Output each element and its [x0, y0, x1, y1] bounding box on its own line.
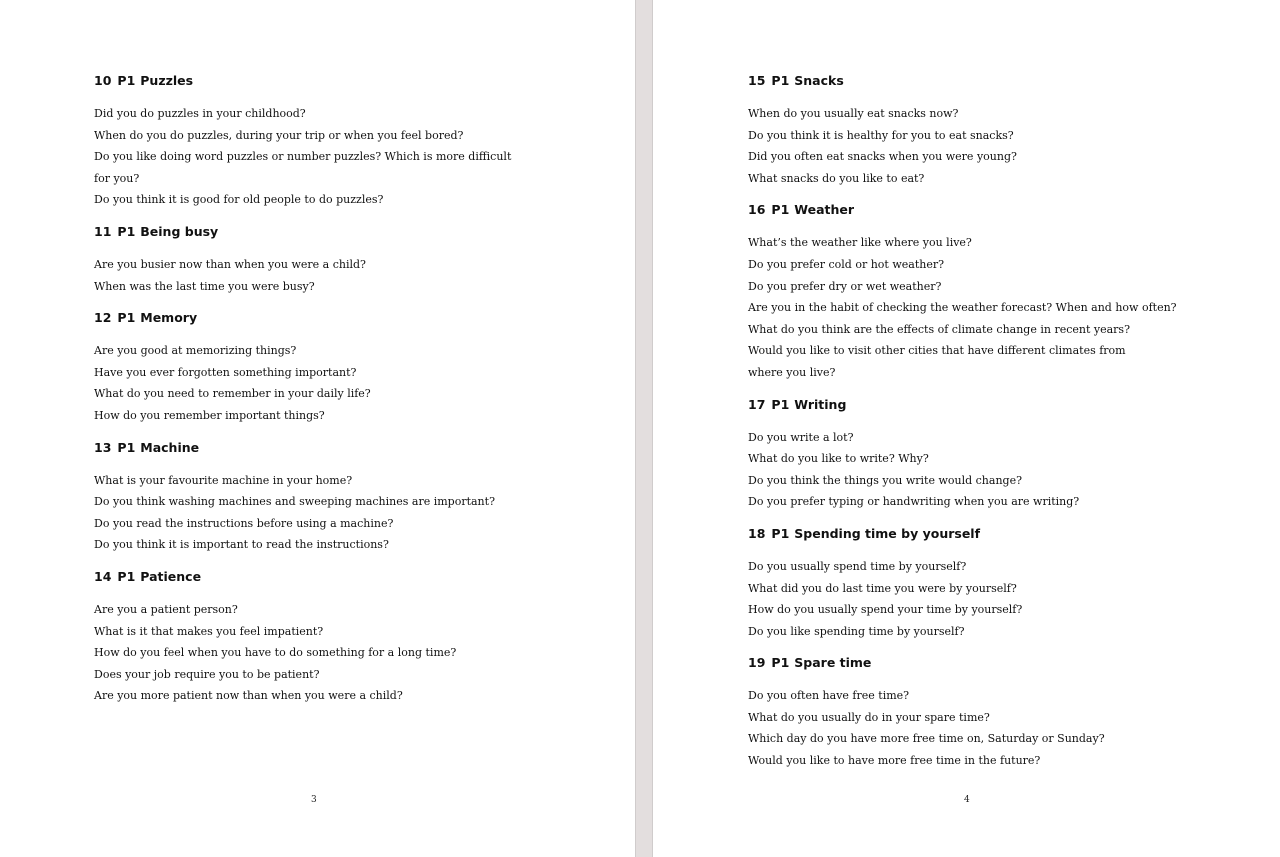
question: Are you more patient now than when you were a child? — [94, 689, 403, 703]
page-number: 3 — [311, 795, 317, 805]
question: What is your favourite machine in your home? — [94, 473, 353, 487]
question: When do you usually eat snacks now? — [748, 107, 959, 120]
section-heading — [748, 526, 1268, 542]
section-number: 13 — [94, 439, 112, 455]
question-list — [94, 254, 614, 297]
question: What do you need to remember in your daily life? — [94, 387, 371, 401]
question-list — [748, 103, 1268, 189]
section-number: 16 — [748, 202, 766, 218]
section-part: P1 — [771, 655, 790, 671]
question: Did you do puzzles in your childhood? — [94, 107, 306, 120]
section-number: 14 — [94, 568, 112, 584]
section-title: Snacks — [794, 73, 844, 88]
section-heading — [94, 224, 614, 240]
page-number: 4 — [964, 795, 970, 805]
question: Do you prefer dry or wet weather? — [748, 279, 942, 293]
question: where you live? — [748, 365, 836, 379]
section-memory — [94, 310, 614, 426]
question: Have you ever forgotten something important? — [94, 365, 357, 379]
section-number: 12 — [94, 310, 112, 326]
section-writing — [748, 397, 1268, 513]
page-3 — [0, 0, 635, 857]
question: Are you a patient person? — [94, 602, 238, 616]
question: Do you like spending time by yourself? — [748, 624, 965, 638]
section-title: Being busy — [140, 223, 219, 239]
question: Do you prefer cold or hot weather? — [748, 257, 944, 271]
question: What do you think are the effects of climate change in recent years? — [748, 322, 1130, 336]
page-4 — [653, 0, 1280, 857]
section-spending-time-by-yourself — [748, 526, 1268, 642]
section-number: 17 — [748, 396, 766, 412]
section-title: Spending time by yourself — [794, 525, 981, 541]
question: How do you usually spend your time by yourself? — [748, 603, 1023, 617]
question: How do you feel when you have to do something for a long time? — [94, 646, 457, 660]
section-title: Memory — [140, 310, 198, 326]
question: What snacks do you like to eat? — [748, 171, 925, 185]
section-snacks — [748, 73, 1268, 189]
section-heading — [94, 73, 614, 89]
section-part: P1 — [771, 396, 790, 412]
section-title: Weather — [794, 202, 855, 218]
question: Do you often have free time? — [748, 689, 910, 703]
question: When was the last time you were busy? — [94, 279, 315, 293]
section-patience — [94, 569, 614, 707]
question-list — [748, 427, 1268, 513]
question-list — [94, 340, 614, 426]
section-part: P1 — [771, 73, 790, 88]
section-puzzles — [94, 73, 614, 211]
section-title: Patience — [140, 568, 202, 584]
question: What is it that makes you feel impatient? — [94, 624, 324, 638]
page-content — [748, 73, 1268, 772]
section-part: P1 — [117, 439, 136, 455]
section-heading — [94, 569, 614, 585]
section-heading — [748, 73, 1268, 89]
question: Are you busier now than when you were a child? — [94, 257, 366, 271]
section-number: 18 — [748, 525, 766, 541]
question-list — [94, 470, 614, 556]
question: Do you think washing machines and sweeping machines are important? — [94, 495, 495, 509]
question: for you? — [94, 171, 140, 185]
section-heading — [748, 202, 1268, 218]
question: When do you do puzzles, during your trip or when you feel bored? — [94, 128, 464, 142]
page-gutter — [635, 0, 653, 857]
section-heading — [94, 310, 614, 326]
question: Are you good at memorizing things? — [94, 344, 297, 358]
question-list — [94, 599, 614, 707]
question: Do you prefer typing or handwriting when you are writing? — [748, 495, 1080, 509]
section-part: P1 — [117, 310, 136, 326]
question: Do you think the things you write would change? — [748, 473, 1022, 487]
question: What do you like to write? Why? — [748, 452, 929, 466]
question: Do you think it is good for old people to do puzzles? — [94, 193, 384, 207]
section-heading — [748, 655, 1268, 671]
section-part: P1 — [117, 73, 136, 88]
question: How do you remember important things? — [94, 408, 325, 422]
question-list — [748, 232, 1268, 383]
page-content — [94, 73, 614, 707]
section-title: Spare time — [794, 655, 872, 671]
section-part: P1 — [117, 223, 136, 239]
section-part: P1 — [771, 202, 790, 218]
section-title: Puzzles — [140, 73, 194, 88]
section-machine — [94, 440, 614, 556]
question: Do you read the instructions before using a machine? — [94, 516, 394, 530]
question: What do you usually do in your spare time? — [748, 710, 990, 724]
section-part: P1 — [117, 568, 136, 584]
section-part: P1 — [771, 525, 790, 541]
question: Would you like to have more free time in the future? — [748, 754, 1041, 768]
section-number: 11 — [94, 223, 112, 239]
question-list — [748, 685, 1268, 771]
question: Do you usually spend time by yourself? — [748, 559, 967, 573]
section-spare-time — [748, 655, 1268, 771]
question: Did you often eat snacks when you were young? — [748, 150, 1017, 164]
section-number: 15 — [748, 73, 766, 88]
question: Does your job require you to be patient? — [94, 667, 320, 681]
question: What did you do last time you were by yourself? — [748, 581, 1017, 595]
question: Do you write a lot? — [748, 430, 854, 444]
section-heading — [748, 397, 1268, 413]
section-number: 19 — [748, 655, 766, 671]
question-list — [94, 103, 614, 211]
question-list — [748, 556, 1268, 642]
section-being-busy — [94, 224, 614, 297]
section-weather — [748, 202, 1268, 383]
section-title: Machine — [140, 439, 200, 455]
question: Do you think it is healthy for you to eat snacks? — [748, 128, 1014, 142]
question: Are you in the habit of checking the weather forecast? When and how often? — [748, 301, 1177, 315]
section-number: 10 — [94, 73, 112, 88]
section-heading — [94, 440, 614, 456]
question: Which day do you have more free time on, Saturday or Sunday? — [748, 732, 1105, 746]
question: Do you think it is important to read the instructions? — [94, 538, 389, 552]
question: Do you like doing word puzzles or number puzzles? Which is more difficult — [94, 150, 512, 164]
question: Would you like to visit other cities that have different climates from — [748, 344, 1126, 358]
question: What’s the weather like where you live? — [748, 236, 972, 250]
section-title: Writing — [794, 396, 847, 412]
